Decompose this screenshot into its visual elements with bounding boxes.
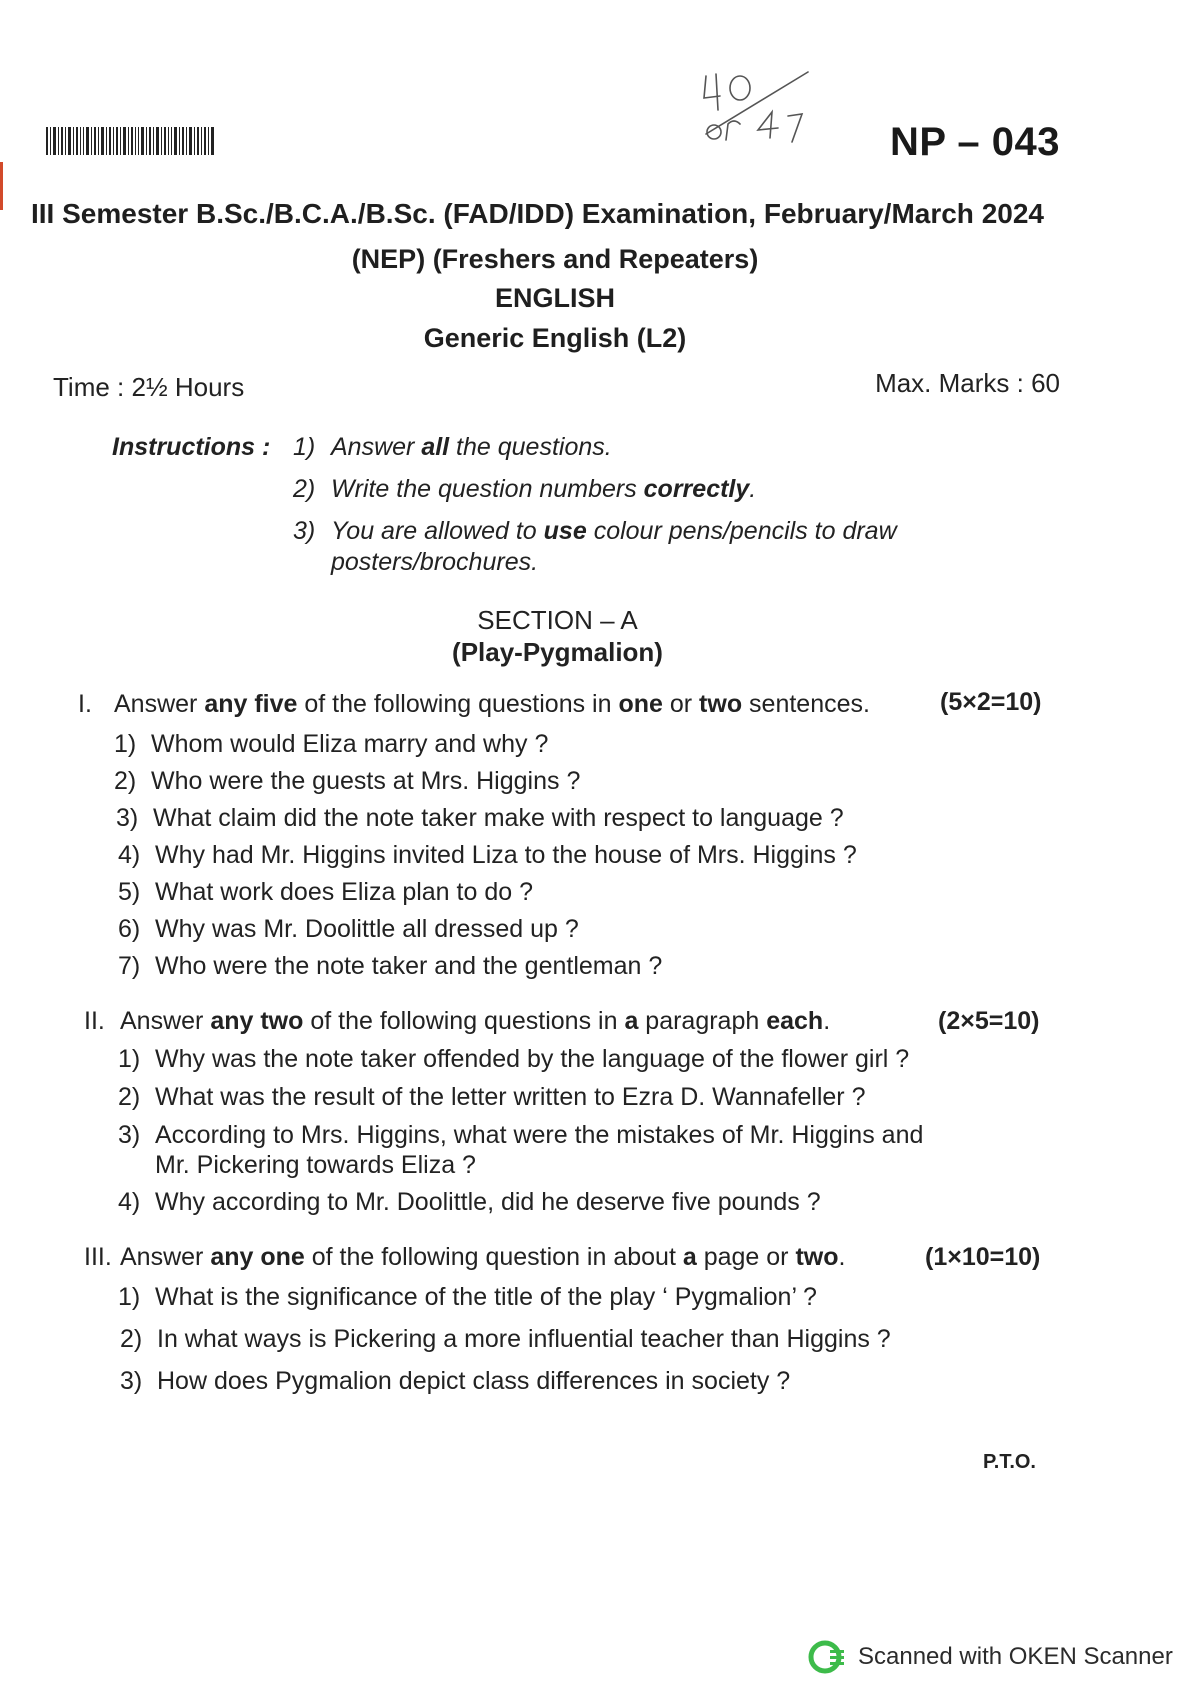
question-marks: (2×5=10): [938, 1007, 1040, 1035]
exam-page: NP – 043 III Semester B.Sc./B.C.A./B.Sc. (FAD/IDD) Examination, February/March 2024 (NEP) (Freshers and Repeaters) ENGLISH Generic English (L2) Time : 2½ Hours Max. Marks : 60 Instructions : 1) Answer all the questions. 2) Write the question numbers correctly. 3) You are allowed to use colour pens/pencils to draw posters/brochures. SECTION – A (Play-Pygmalion) I. Answer any five of the following questions in one or two sentences. (5×2=10) 1) Whom would Eliza marry and why ? 2) Who were the guests at Mrs. Higgins ? 3) What claim did the note taker make with respect to language ? 4) Why had Mr. Higgins invited Liza to the house of Mrs. Higgins ? 5) What work does Eliza plan to do ? 6) Why was Mr. Doolittle all dressed up ? 7) Who were the note taker and the gentleman ? II. Answer any two of the following questions in a paragraph each. (2×5=10) 1) Why was the note taker offended by the language of the flower girl ? 2) What was the result of the letter written to Ezra D. Wannafeller ? 3) According to Mrs. Higgins, what were the mistakes of Mr. Higgins and Mr. Pickering towards Eliza ? 4) Why according to Mr. Doolittle, did he deserve five pounds ? III. Answer any one of the following question in about a page or two. (1×10=10) 1) What is the significance of the title of the play ‘ Pygmalion’ ? 2) In what ways is Pickering a more influential teacher than Higgins ? 3) How does Pygmalion depict class differences in society ? P.T.O. Scanned with OKEN Scanner: [0, 0, 1200, 1698]
margin-mark: [0, 162, 3, 210]
max-marks: Max. Marks : 60: [875, 368, 1060, 398]
exam-title: III Semester B.Sc./B.C.A./B.Sc. (FAD/IDD) Examination, February/March 2024: [31, 198, 1044, 229]
question-marks: (5×2=10): [940, 688, 1042, 716]
scanner-logo-icon: [808, 1640, 846, 1674]
question-heading: III. Answer any one of the following question in about a page or two.: [84, 1243, 846, 1271]
instructions-label: Instructions :: [112, 433, 271, 461]
barcode-icon: [46, 127, 216, 155]
paper-code: NP – 043: [889, 120, 1060, 164]
pto-label: P.T.O.: [983, 1451, 1036, 1473]
scanner-watermark: [808, 1640, 1173, 1674]
time-allowed: Time : 2½ Hours: [53, 372, 245, 402]
question-marks: (1×10=10): [925, 1243, 1041, 1271]
exam-subtitle: (NEP) (Freshers and Repeaters): [351, 244, 759, 274]
question-heading: II. Answer any two of the following questions in a paragraph each.: [84, 1007, 831, 1035]
instruction-item: 3) You are allowed to use colour pens/pencils to draw posters/brochures.: [293, 517, 897, 576]
paper-title: Generic English (L2): [423, 323, 687, 353]
scanner-text: Scanned with OKEN Scanner: [858, 1643, 1173, 1670]
instruction-item: 2) Write the question numbers correctly.: [293, 475, 757, 503]
question-heading: I. Answer any five of the following questions in one or two sentences.: [78, 690, 870, 718]
section-title: SECTION – A: [477, 605, 638, 635]
section-subtitle: (Play-Pygmalion): [452, 637, 663, 667]
handwritten-note: [700, 68, 840, 148]
subject-title: ENGLISH: [494, 283, 615, 313]
instruction-item: 1) Answer all the questions.: [293, 433, 612, 461]
